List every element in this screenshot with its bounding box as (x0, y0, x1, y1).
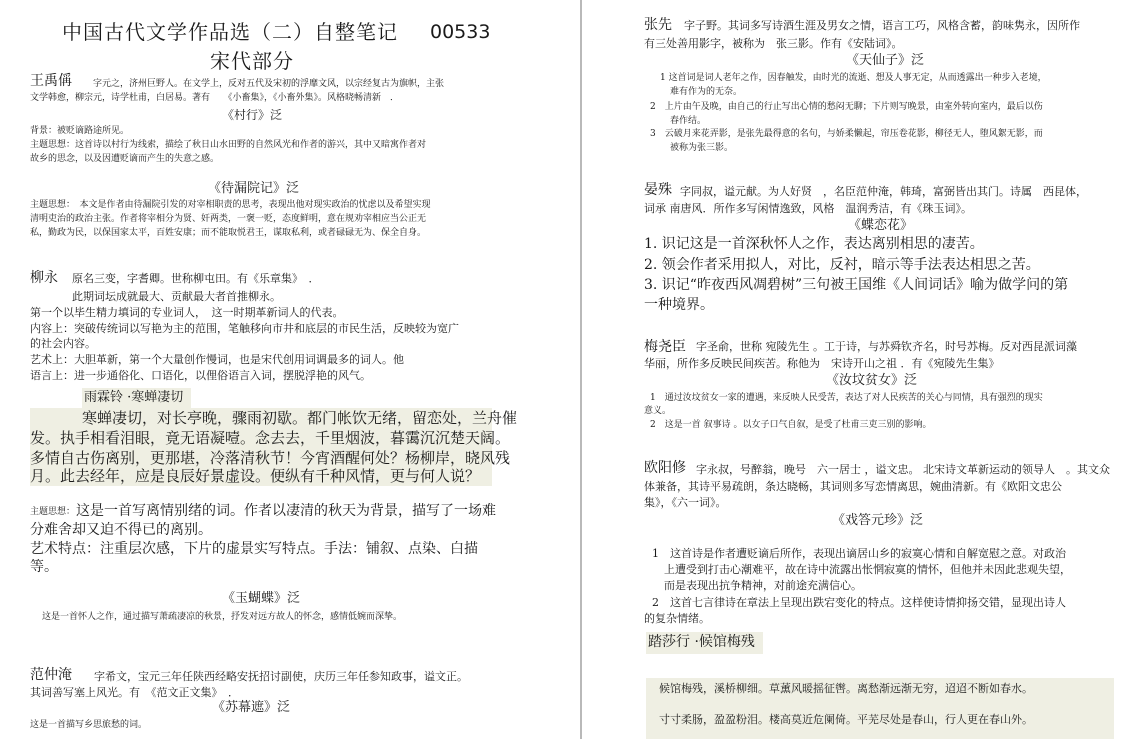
note-line: 2 这首七言律诗在章法上呈现出跌宕变化的特点。这样使诗情抑扬交错，显现出诗人 (652, 596, 1066, 609)
work-title: 《汝坟贫女》泛 (826, 373, 918, 388)
poem-title: 雨霖铃 ·寒蝉凄切 (82, 388, 191, 408)
note-line: 的社会内容。 (30, 337, 96, 350)
note-line: 这是一首描写乡思旅愁的词。 (30, 720, 148, 730)
note-line: 内容上：突破传统词以写艳为主的范围，笔触移向市井和底层的市民生活，反映较为宽广 (30, 322, 459, 335)
author-name-wang: 王禹偁 (30, 73, 72, 89)
work-title: 《苏幕遮》泛 (212, 700, 291, 715)
poem-title: 踏莎行 ·候馆梅残 (646, 632, 763, 654)
poem-line: 寒蝉凄切，对长亭晚，骤雨初歇。都门帐饮无绪，留恋处，兰舟催 (82, 409, 518, 427)
note-line: 3 云破月来花弄影，是张先最得意的名句，与娇柔懒起，帘压卷花影，柳径无人，堕风絮无影，而 (650, 129, 1043, 139)
author-intro-line: 集》，《六一词》。 (644, 496, 727, 509)
author-intro-line: 字元之，济州巨野人。在文学上，反对五代及宋初的浮靡文风，以宗经复古为旗帜，主张 (93, 79, 445, 89)
note-line: 被称为张三影。 (670, 143, 734, 153)
note-line: 故乡的思念，以及因遭贬谪而产生的失意之感。 (30, 154, 220, 164)
author-name-yan: 晏殊 (644, 182, 672, 198)
note-line: 这是一首写离情别绪的词。作者以凄清的秋天为背景，描写了一场难 (76, 503, 496, 519)
note-line: 1. 识记这是一首深秋怀人之作，表达离别相思的凄苦。 (644, 236, 984, 252)
work-title: 《戏答元珍》泛 (832, 513, 924, 528)
note-line: 这是一首怀人之作，通过描写萧疏凄凉的秋景，抒发对远方故人的怀念，感情低婉而深挚。 (42, 612, 403, 622)
author-intro-line: 华丽，所作多反映民间疾苦。称他为 宋诗开山之祖 ．有《宛陵先生集》 (644, 357, 1000, 370)
page-divider (580, 0, 582, 739)
note-line: 分难舍却又迫不得已的离别。 (30, 522, 212, 538)
section-title: 宋代部分 (210, 49, 294, 73)
author-name-ouyang: 欧阳修 (644, 460, 686, 476)
note-line: 艺术特点：注重层次感，下片的虚景实写特点。手法：铺叙、点染、白描 (30, 541, 478, 557)
work-title: 《天仙子》泛 (846, 53, 925, 68)
note-line: 上遭受到打击心潮难平，故在诗中流露出怅惘寂寞的情怀，但他并未因此悲观失望， (664, 563, 1071, 576)
author-name-liuyong: 柳永 (30, 270, 58, 286)
note-line: 主题思想： 本文是作者由待漏院引发的对宰相职责的思考，表现出他对现实政治的忧虑以及希望实现 (30, 200, 431, 210)
note-line: 等。 (30, 559, 58, 575)
author-intro-line: 此期词坛成就最大、贡献最大者首推柳永。 (72, 290, 281, 303)
note-line: 第一个以毕生精力填词的专业词人， 这一时期革新词人的代表。 (30, 306, 344, 319)
poem-line: 月。此去经年，应是良辰好景虚设。便纵有千种风情，更与何人说？ (30, 467, 481, 485)
author-name-zhang: 张先 (644, 17, 672, 33)
note-line: 难有作为的无奈。 (670, 87, 743, 97)
author-intro-line: 字希文，宝元三年任陕西经略安抚招讨副使，庆历三年任参知政事，谥文正。 (94, 670, 468, 683)
work-title: 《待漏院记》泛 (208, 181, 300, 196)
author-intro-line: 其词善写塞上风光。有 《范文正文集》 ． (30, 686, 239, 699)
author-intro-line: 字同叔，谥元献。为人好贤 ，名臣范仲淹，韩琦，富弼皆出其门。诗属 西昆体， (680, 185, 1087, 198)
note-line: 1 通过汝坟贫女一家的遭遇，来反映人民受苦，表达了对人民疾苦的关心与同情，具有强烈的现实 (650, 393, 1043, 403)
note-line: 1 这首诗是作者遭贬谪后所作，表现出谪居山乡的寂寞心情和自解宽慰之意。对政治 (652, 547, 1066, 560)
author-intro-line: 字子野。其词多写诗酒生涯及男女之情，语言工巧，风格含蓄，韵味隽永，因所作 (684, 19, 1080, 32)
author-name-fan: 范仲淹 (30, 667, 72, 683)
work-title: 《蝶恋花》 (848, 218, 914, 233)
work-title: 《村行》泛 (222, 108, 283, 122)
author-intro-line: 体兼备，其诗平易疏朗，条达晓畅，其词则多写恋情离思，婉曲清新。有《欧阳文忠公 (644, 480, 1062, 493)
author-intro-line: 原名三变，字耆卿。世称柳屯田。有《乐章集》 ． (72, 272, 320, 285)
author-name-mei: 梅尧臣 (644, 339, 686, 355)
author-intro-line: 字圣俞，世称 宛陵先生 。工于诗，与苏舜钦齐名，时号苏梅。反对西昆派词藻 (696, 340, 1077, 353)
poem-line: 寸寸柔肠，盈盈粉泪。楼高莫近危阑倚。平芜尽处是春山，行人更在春山外。 (659, 713, 1033, 726)
note-line: 语言上：进一步通俗化、口语化，以俚俗语言入词，摆脱浮艳的风气。 (30, 369, 371, 382)
note-line: 1 这首词是词人老年之作，因春触发，由时光的流逝、想及人事无定，从而透露出一种步入老境， (660, 73, 1047, 83)
note-line: 清明吏治的政治主张。作者将宰相分为贤、奸两类，一褒一贬，态度鲜明，意在规劝宰相应当公正无 (30, 214, 427, 224)
note-line: 3. 识记“昨夜西风凋碧树”三句被王国维《人间词话》喻为做学问的第 (644, 277, 1069, 293)
note-line: 艺术上：大胆革新，第一个大量创作慢词，也是宋代创用词调最多的词人。他 (30, 353, 404, 366)
poem-line: 发。执手相看泪眼，竟无语凝噎。念去去，千里烟波，暮霭沉沉楚天阔。 (30, 429, 511, 447)
note-line: 背景：被贬谪路途所见。 (30, 126, 130, 136)
poem-line: 多情自古伤离别，更那堪，冷落清秋节！今宵酒醒何处？杨柳岸，晓风残 (30, 449, 511, 467)
note-line: 一种境界。 (644, 297, 714, 313)
poem-line: 候馆梅残，溪桥柳细。草薰风暖摇征辔。离愁渐远渐无穷，迢迢不断如春水。 (659, 682, 1033, 695)
note-line: 而是表现出抗争精神，对前途充满信心。 (664, 579, 862, 592)
note-line: 主题思想：这首诗以村行为线索，描绘了秋日山水田野的自然风光和作者的游兴，其中又暗寓作者对 (30, 140, 427, 150)
document-title: 中国古代文学作品选（二）自整笔记 (62, 20, 398, 44)
course-code: 00533 (430, 21, 491, 43)
author-intro-line: 有三处善用影字，被称为 张三影。作有《安陆词》。 (644, 37, 903, 50)
note-label: 主题思想： (30, 507, 76, 517)
author-intro-line: 词承 南唐风．所作多写闲情逸致，风格 温润秀洁，有《珠玉词》。 (644, 202, 972, 215)
note-line: 春作结。 (670, 116, 707, 126)
note-line: 意义。 (644, 406, 672, 416)
author-intro-line: 字永叔，号醉翁，晚号 六一居士 ，谥文忠。 北宋诗文革新运动的领导人 。其文众 (696, 463, 1110, 476)
note-line: 的复杂情绪。 (644, 612, 710, 625)
note-line: 私，勤政为民，以保国家太平，百姓安康；而不能取悦君王，谋取私利，或者碌碌无为、保全自身。 (30, 228, 427, 238)
note-line: 2 这是一首 叙事诗 。以女子口气自叙，是受了杜甫三吏三别的影响。 (650, 420, 932, 430)
note-line: 2. 领会作者采用拟人，对比，反衬，暗示等手法表达相思之苦。 (644, 257, 1040, 273)
right-page (584, 0, 1127, 739)
note-line: 2 上片由午及晚，由自己的行止写出心情的愁闷无聊；下片则写晚景，由室外转向室内，最后以伤 (650, 102, 1043, 112)
work-title: 《玉蝴蝶》泛 (222, 591, 301, 606)
author-intro-line: 文学韩愈，柳宗元，诗学杜甫，白居易。著有 《小畜集》，《小畜外集》。风格晓畅清新 ． (30, 93, 400, 103)
